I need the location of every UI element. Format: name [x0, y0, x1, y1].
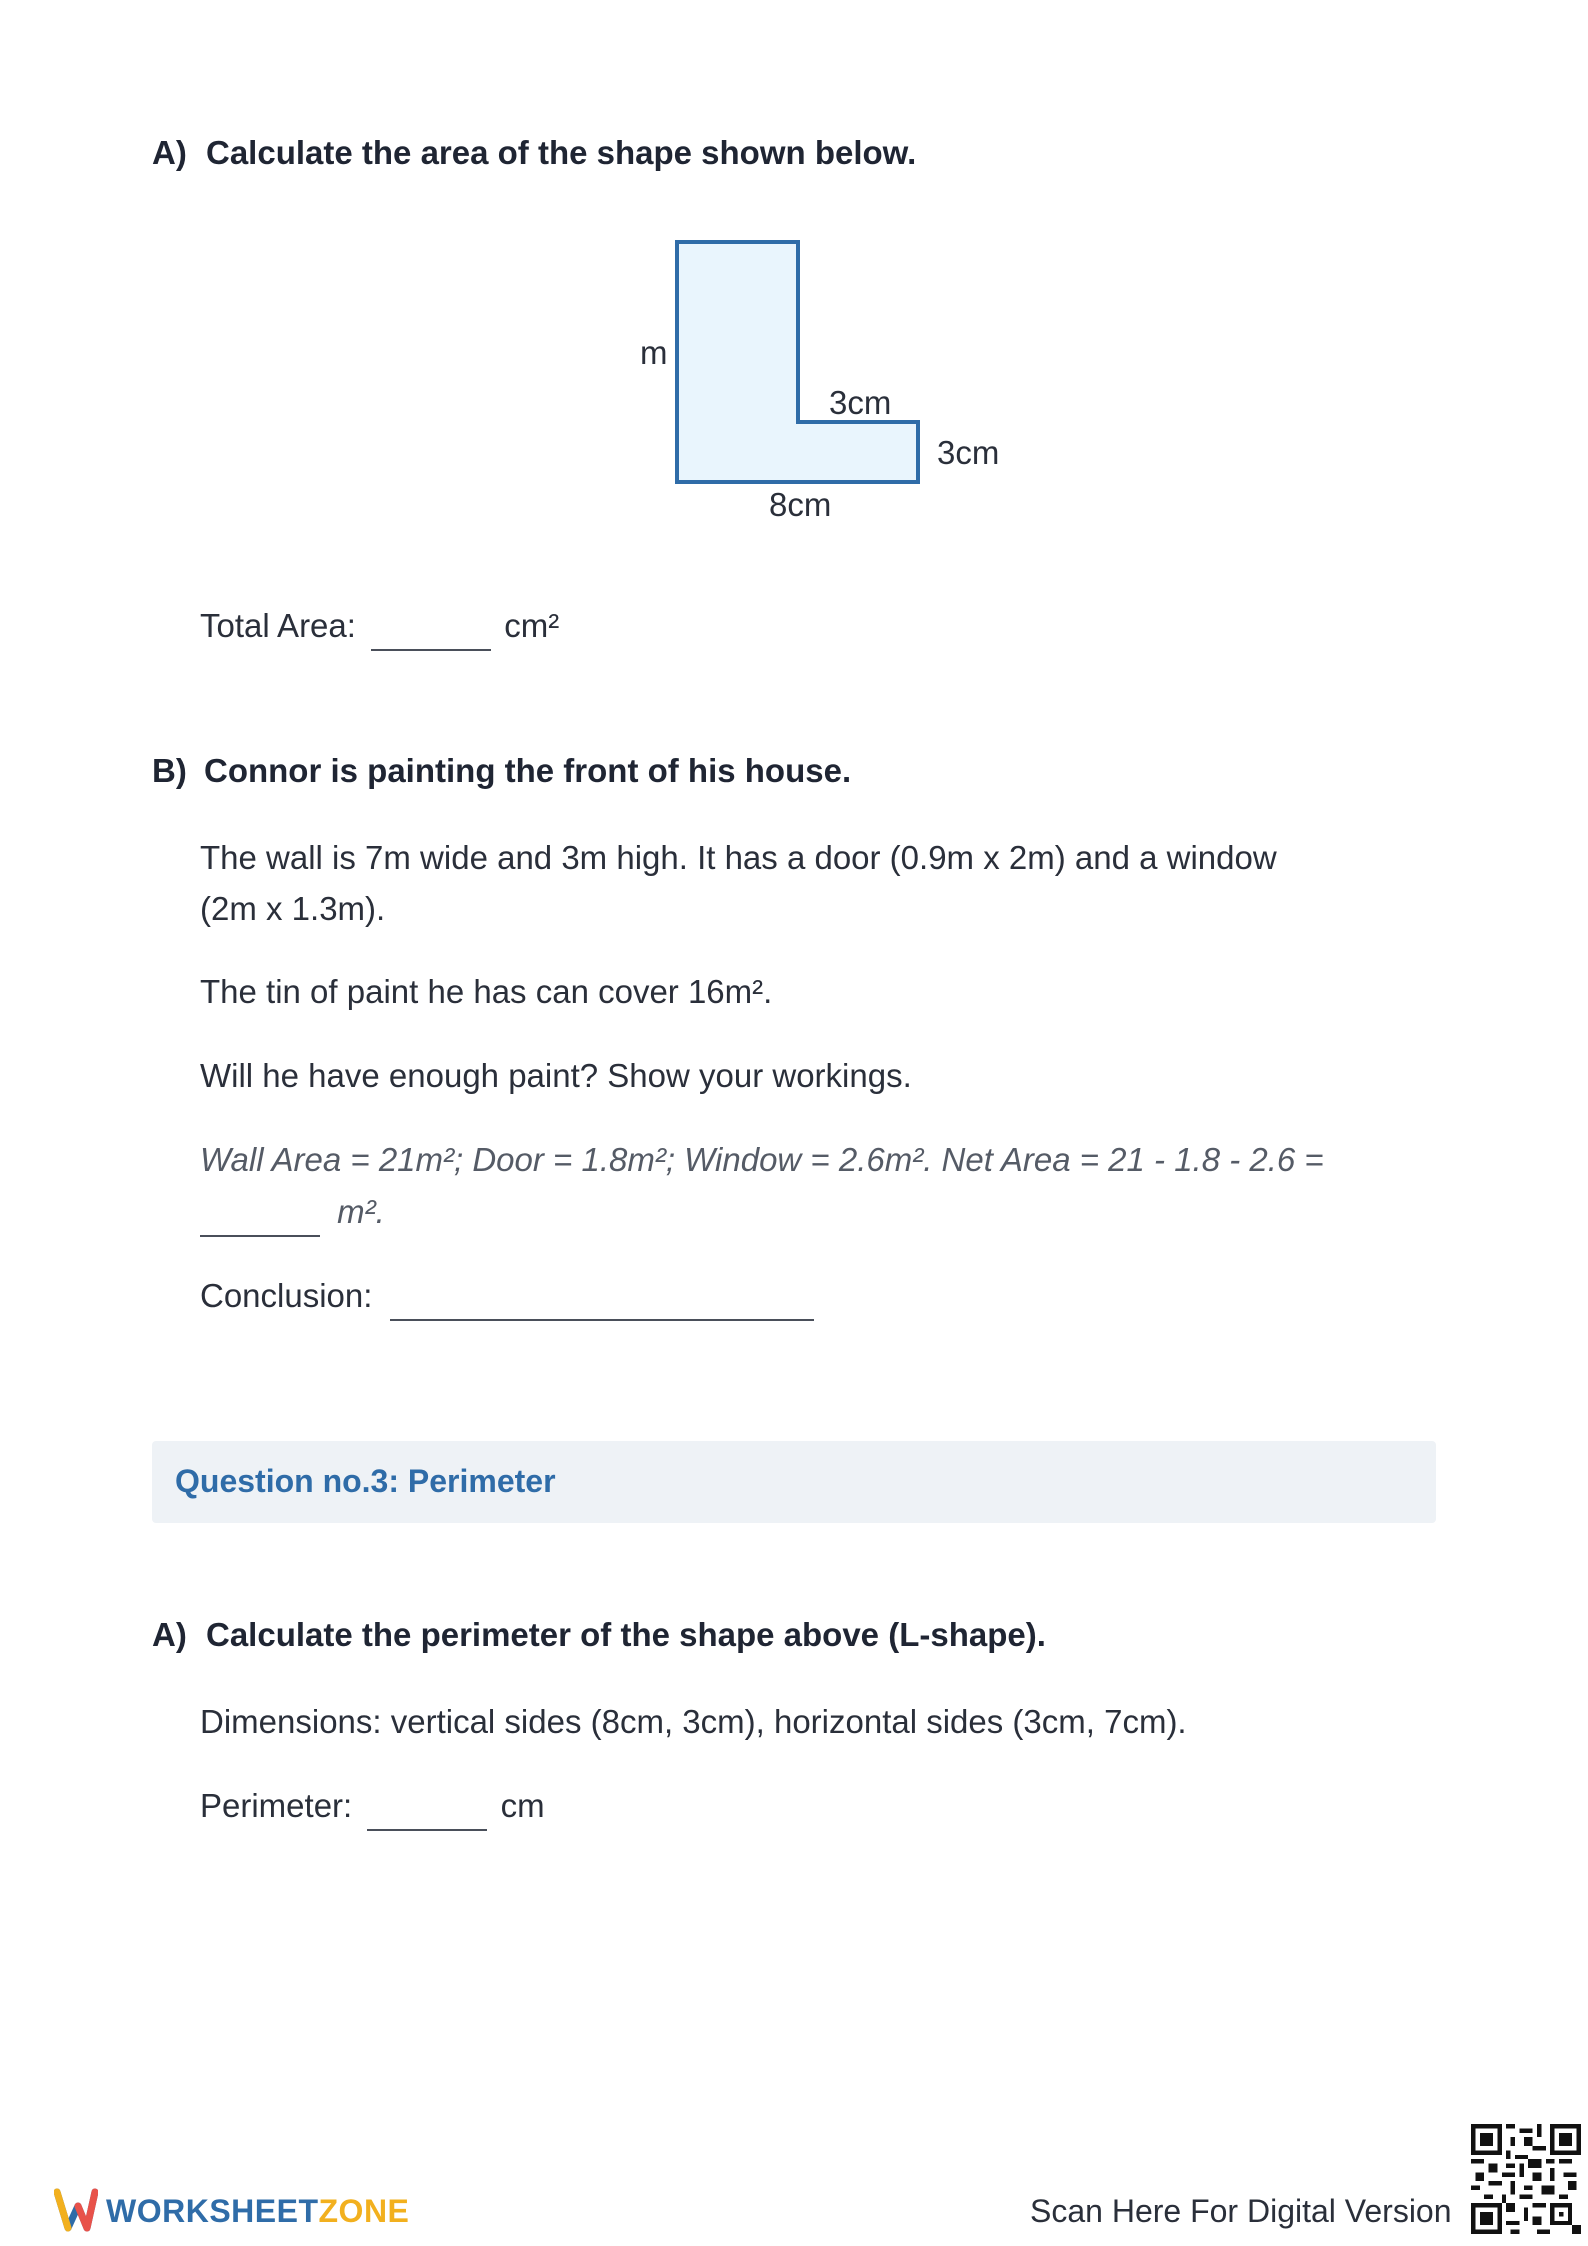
qr-code-icon[interactable]	[1471, 2124, 1581, 2234]
conclusion-answer-blank[interactable]	[390, 1289, 814, 1321]
question-title: Connor is painting the front of his house.	[204, 752, 852, 789]
total-area-label: Total Area:	[200, 607, 356, 644]
question-b-heading	[152, 752, 851, 790]
paint-question-text: Will he have enough paint? Show your workings.	[200, 1057, 912, 1094]
section-header-perimeter	[152, 1441, 1436, 1523]
working-unit: m².	[337, 1193, 385, 1230]
dimensions-text: Dimensions: vertical sides (8cm, 3cm), horizontal sides (3cm, 7cm).	[200, 1703, 1187, 1740]
total-area-row	[200, 600, 559, 651]
working-line: Wall Area = 21m²; Door = 1.8m²; Window = 2.6m². Net Area = 21 - 1.8 - 2.6 =	[200, 1141, 1324, 1178]
conclusion-label: Conclusion:	[200, 1277, 373, 1314]
scan-text: Scan Here For Digital Version	[1030, 2193, 1452, 2229]
wall-description-line1: The wall is 7m wide and 3m high. It has a door (0.9m x 2m) and a window	[200, 839, 1277, 876]
worksheetzone-brand	[106, 2193, 409, 2230]
perimeter-label: Perimeter:	[200, 1787, 353, 1824]
l-shape	[677, 242, 918, 482]
label-inner-step: 3cm	[829, 384, 892, 421]
wall-description-line2: (2m x 1.3m).	[200, 890, 386, 927]
question-title: Calculate the perimeter of the shape above (L-shape).	[206, 1616, 1046, 1653]
total-area-answer-blank[interactable]	[371, 619, 491, 651]
question-a-area-heading	[152, 134, 916, 172]
paint-coverage-text: The tin of paint he has can cover 16m².	[200, 973, 773, 1010]
worksheetzone-logo-icon	[54, 2184, 98, 2234]
working-answer-row	[200, 1186, 385, 1237]
conclusion-row	[200, 1270, 814, 1321]
question-title: Calculate the area of the shape shown below.	[206, 134, 917, 171]
perimeter-row	[200, 1780, 545, 1831]
perimeter-answer-blank[interactable]	[367, 1799, 487, 1831]
question-letter: A)	[152, 134, 187, 171]
total-area-unit: cm²	[504, 607, 560, 644]
brand-part-2: ZONE	[318, 2193, 410, 2229]
perimeter-unit: cm	[500, 1787, 545, 1824]
label-bottom-side: 8cm	[769, 486, 832, 523]
net-area-answer-blank[interactable]	[200, 1205, 320, 1237]
question-a-perimeter-heading	[152, 1616, 1046, 1654]
l-shape-diagram	[660, 230, 960, 500]
brand-part-1: WORKSHEET	[106, 2193, 319, 2229]
section-title: Question no.3: Perimeter	[175, 1463, 556, 1499]
label-right-side: 3cm	[937, 434, 1000, 471]
label-left-side: m	[640, 334, 668, 371]
question-letter: A)	[152, 1616, 187, 1653]
wall-description	[200, 832, 1430, 934]
question-letter: B)	[152, 752, 187, 789]
